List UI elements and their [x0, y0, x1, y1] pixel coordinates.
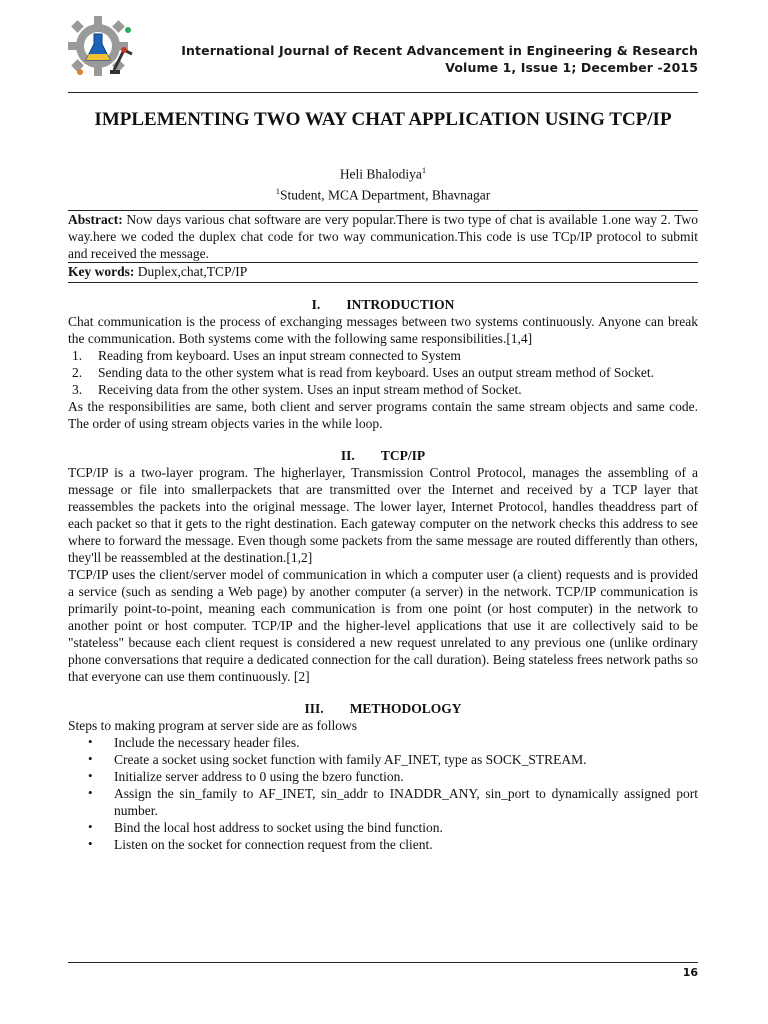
paper-title: IMPLEMENTING TWO WAY CHAT APPLICATION USING TCP/IP — [94, 109, 672, 130]
section-gap — [68, 432, 698, 447]
list-text: Include the necessary header files. — [114, 735, 300, 750]
section-title: TCP/IP — [380, 448, 426, 463]
bullet-icon: • — [88, 751, 93, 766]
list-item — [68, 381, 698, 398]
journal-name: International Journal of Recent Advancement in Engineering & Research — [181, 43, 698, 58]
abstract-text: Now days various chat software are very popular.There is two type of chat is available 1.one way 2. Two way.here we coded the duplex chat code for two way communication.This code is use TCp/IP protocol to submit and received the message. — [68, 212, 698, 261]
tcpip-paragraph-2: TCP/IP uses the client/server model of communication in which a computer user (a client) requests and is provided a service (such as sending a Web page) by another computer (a server) in the network. TCP/IP communication is primarily point-to-point, meaning each communication is from one point (or host computer) in the network to another point or host computer. TCP/IP and the higher-level applications that use it are collectively said to be "stateless" because each client request is considered a new request unrelated to any previous one (unlike ordinary phone conversations that require a dedicated connection for the call duration). Being stateless frees network paths so that everyone can use them continuously. [2] — [68, 567, 698, 684]
section-number: I. — [311, 297, 321, 312]
author-name: Heli Bhalodiya — [339, 166, 422, 182]
list-number: 1. — [72, 348, 83, 363]
list-item — [68, 836, 698, 853]
author-sup: 1 — [421, 165, 427, 175]
intro-paragraph-2: As the responsibilities are same, both client and server programs contain the same stream objects and same code. The order of using stream objects varies in the while loop. — [68, 399, 698, 431]
bullet-icon: • — [88, 785, 93, 800]
list-item — [68, 364, 698, 381]
section-heading-methodology — [68, 700, 698, 717]
server-steps-list — [68, 734, 698, 853]
list-text: Initialize server address to 0 using the bzero function. — [114, 769, 404, 784]
author-block — [68, 162, 698, 203]
list-text: Reading from keyboard. Uses an input stream connected to System — [98, 348, 461, 363]
keywords-label: Key words: — [68, 264, 135, 279]
footer-rule — [68, 962, 698, 963]
method-paragraph-1: Steps to making program at server side are as follows — [68, 718, 358, 733]
section-title: METHODOLOGY — [349, 701, 462, 716]
body-content — [68, 296, 698, 853]
section-number: III. — [304, 701, 324, 716]
list-text: Listen on the socket for connection request from the client. — [114, 837, 433, 852]
affiliation-sup: 1 — [275, 185, 280, 196]
section-heading-tcpip — [68, 447, 698, 464]
author-name-line — [68, 162, 698, 183]
author-affiliation: Student, MCA Department, Bhavnagar — [279, 187, 491, 202]
list-item — [68, 751, 698, 768]
list-text: Sending data to the other system what is read from keyboard. Uses an output stream method of Socket. — [98, 365, 654, 380]
list-text: Receiving data from the other system. Uses an input stream method of Socket. — [98, 382, 522, 397]
list-item — [68, 819, 698, 836]
bullet-icon: • — [88, 768, 93, 783]
affiliation-line — [68, 183, 698, 204]
list-item — [68, 768, 698, 785]
journal-info — [181, 42, 698, 76]
page-header — [0, 0, 768, 96]
header-rule — [68, 92, 698, 93]
volume-issue: Volume 1, Issue 1; December -2015 — [445, 60, 698, 75]
list-text: Assign the sin_family to AF_INET, sin_addr to INADDR_ANY, sin_port to dynamically assigned port number. — [114, 786, 698, 818]
abstract-box — [68, 210, 698, 283]
bullet-icon: • — [88, 734, 93, 749]
list-item — [68, 785, 698, 819]
page-number: 16 — [682, 966, 698, 979]
section-gap — [68, 685, 698, 700]
keywords-text: Duplex,chat,TCP/IP — [137, 264, 248, 279]
responsibility-list — [68, 347, 698, 398]
bullet-icon: • — [88, 819, 93, 834]
list-number: 3. — [72, 382, 83, 397]
section-title: INTRODUCTION — [346, 297, 455, 312]
list-item — [68, 734, 698, 751]
section-number: II. — [340, 448, 355, 463]
abstract — [68, 211, 698, 262]
abstract-label: Abstract: — [68, 212, 123, 227]
section-heading-introduction — [68, 296, 698, 313]
gear-flask-logo-icon — [58, 10, 142, 88]
list-text: Bind the local host address to socket using the bind function. — [114, 820, 443, 835]
list-number: 2. — [72, 365, 83, 380]
keywords — [68, 262, 698, 280]
intro-paragraph-1: Chat communication is the process of exchanging messages between two systems continuously. Anyone can break the communication. Both systems come with the following same responsibilities.[1,4] — [68, 314, 698, 346]
tcpip-paragraph-1: TCP/IP is a two-layer program. The higherlayer, Transmission Control Protocol, manages the assembling of a message or file into smallerpackets that are transmitted over the Internet and received by a TCP layer that reassembles the packets into the original message. The lower layer, Internet Protocol, handles theaddress part of each packet so that it gets to the right destination. Each gateway computer on the network checks this address to see where to forward the message. Even though some packets from the same message are routed differently than others, they'll be reassembled at the destination.[1,2] — [68, 465, 698, 565]
list-text: Create a socket using socket function with family AF_INET, type as SOCK_STREAM. — [114, 752, 587, 767]
list-item — [68, 347, 698, 364]
bullet-icon: • — [88, 836, 93, 851]
